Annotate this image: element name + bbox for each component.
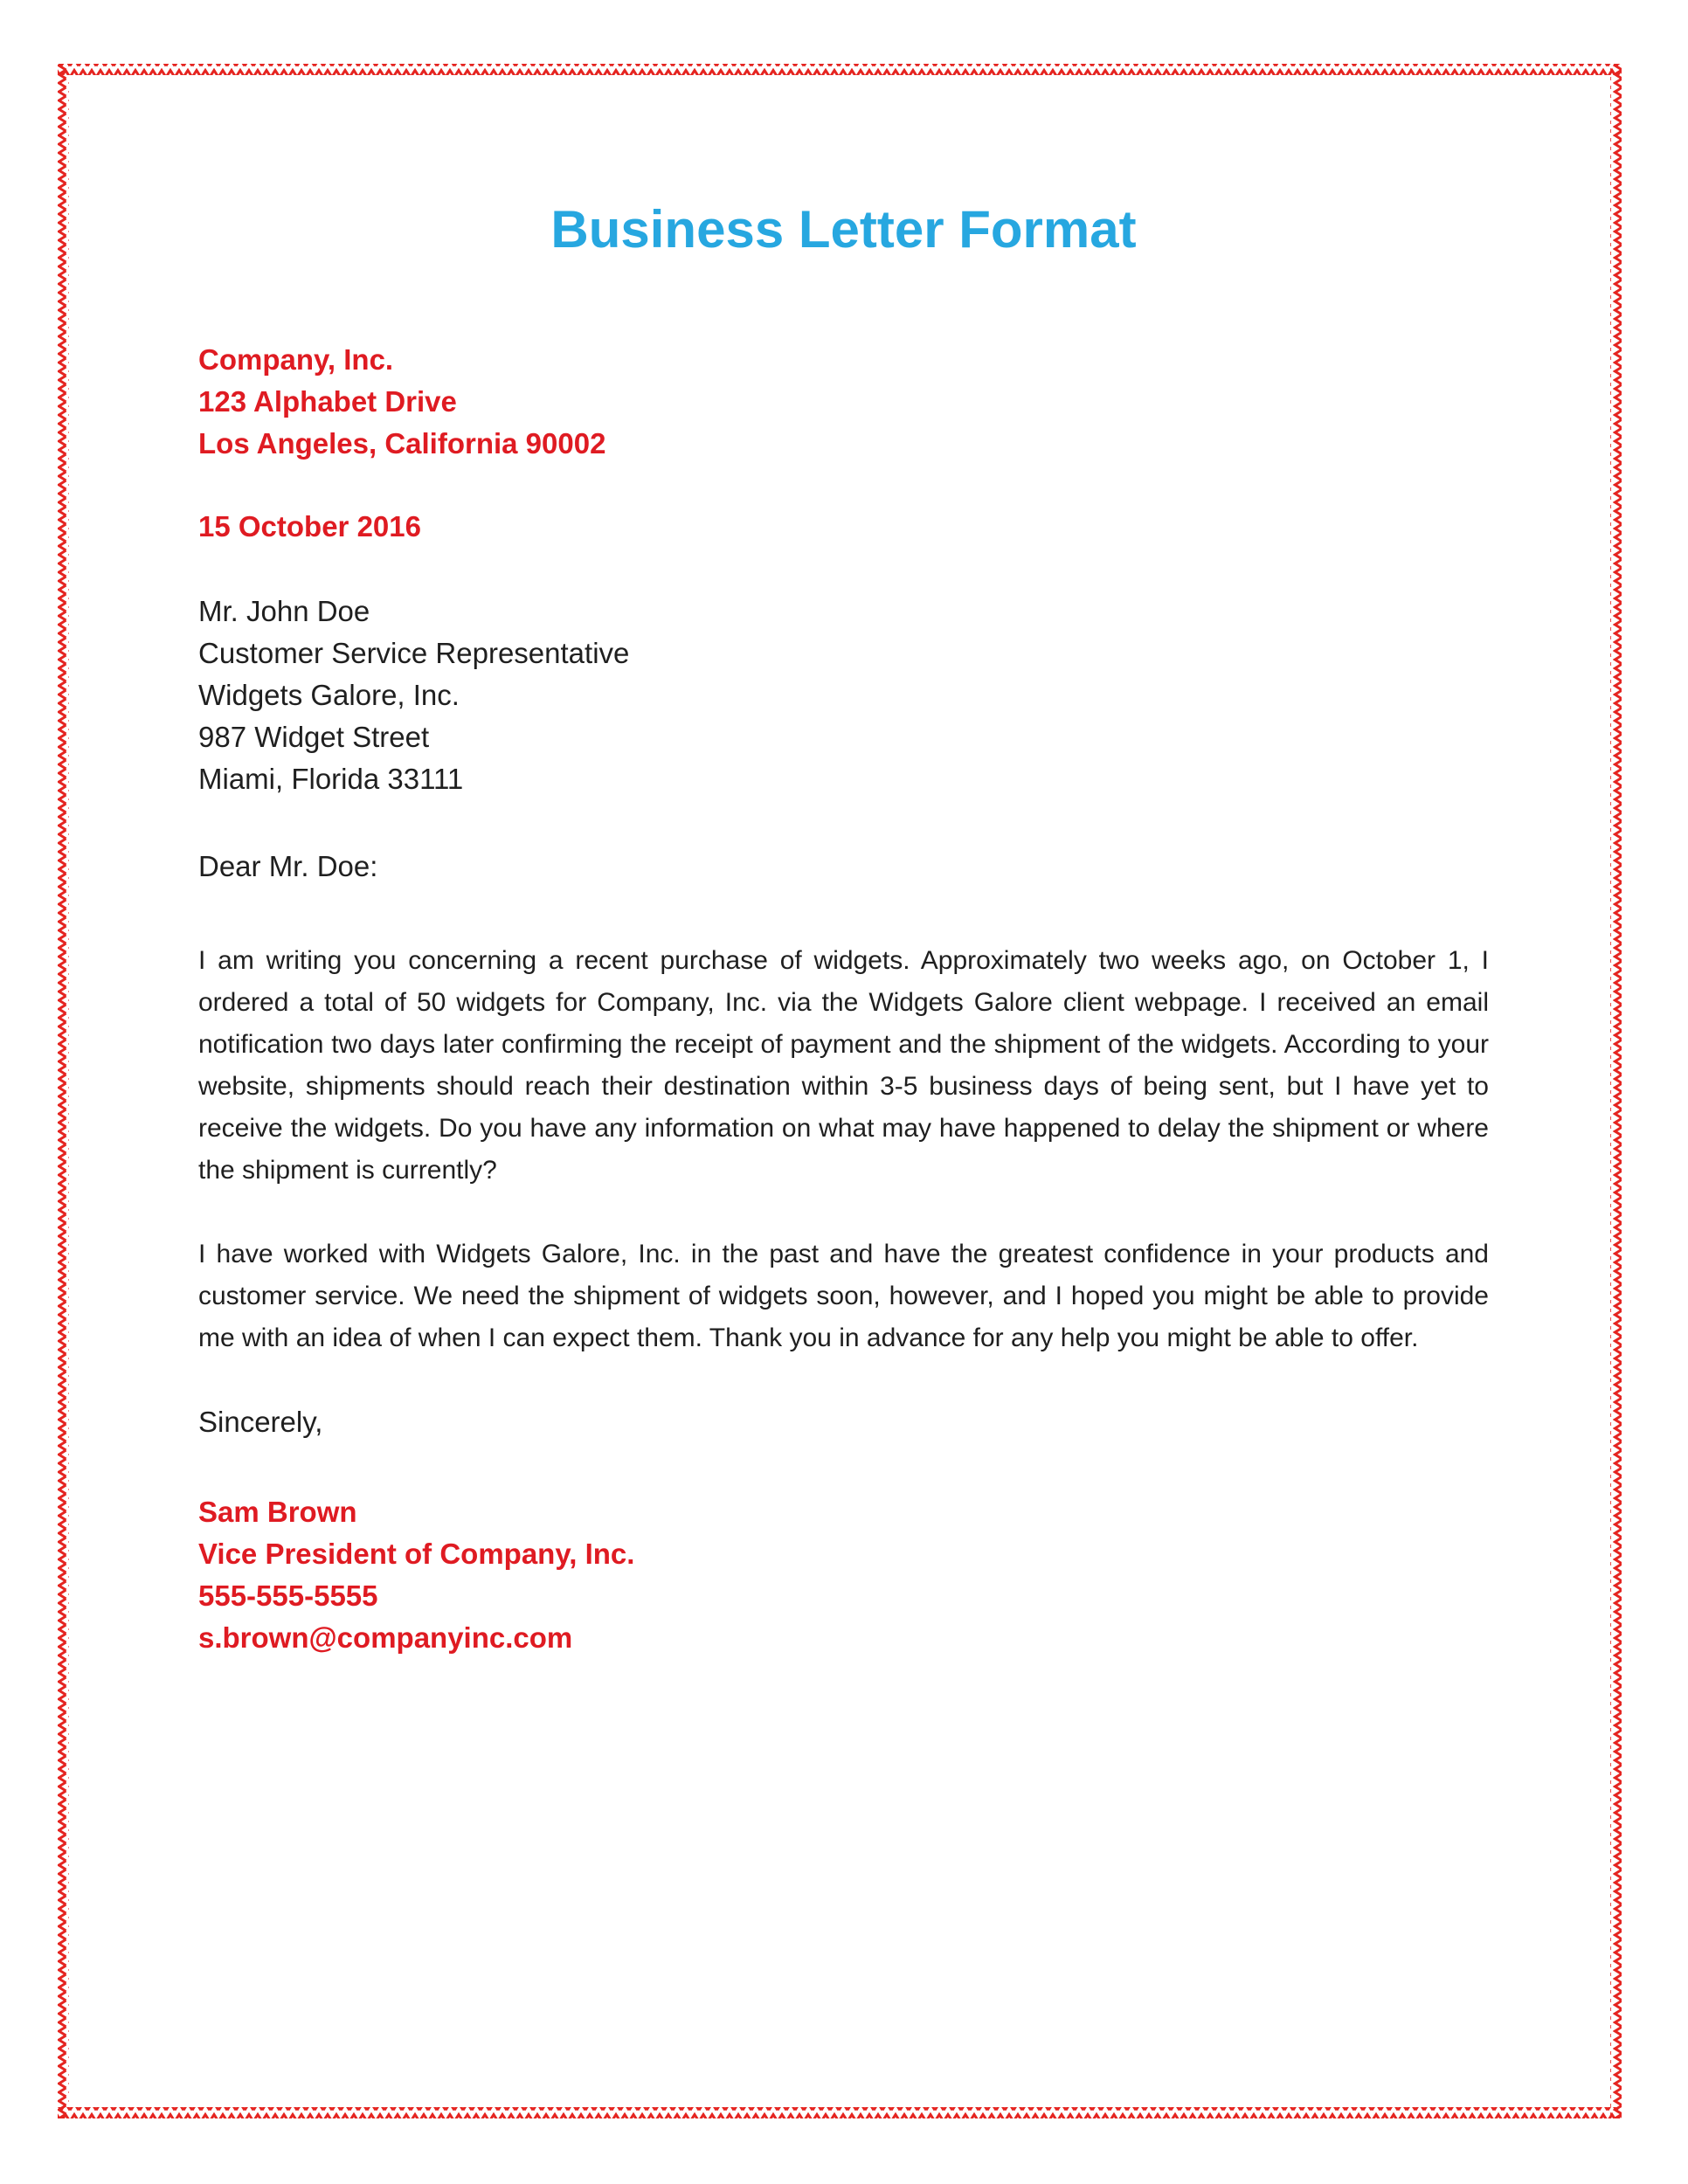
signature-block xyxy=(198,1491,1489,1659)
body-paragraph-2: I have worked with Widgets Galore, Inc. in the past and have the greatest confidence in your products and customer service. We need the shipment of widgets soon, however, and I hoped you might be able to provide me with an idea of when I can expect them. Thank you in advance for any help you might be able to offer. xyxy=(198,1240,1489,1352)
page-title: Business Letter Format xyxy=(550,200,1137,259)
date-line: 15 October 2016 xyxy=(198,510,421,543)
signature-line-phone: 555-555-5555 xyxy=(198,1579,378,1612)
recipient-line: Customer Service Representative xyxy=(198,637,630,669)
recipient-line: Mr. John Doe xyxy=(198,595,370,627)
signature-line-title: Vice President of Company, Inc. xyxy=(198,1538,635,1570)
salutation: Dear Mr. Doe: xyxy=(198,850,378,882)
sender-line: Company, Inc. xyxy=(198,343,394,376)
body-paragraph-1: I am writing you concerning a recent purchase of widgets. Approximately two weeks ago, on October 1, I ordered a total of 50 widgets for Company, Inc. via the Widgets Galore client webpage. I received an email notification two days later confirming the receipt of payment and the shipment of the widgets. According to your website, shipments should reach their destination within 3-5 business days of being sent, but I have yet to receive the widgets. Do you have any information on what may have happened to delay the shipment or where the shipment is currently? xyxy=(198,946,1489,1185)
closing: Sincerely, xyxy=(198,1406,323,1438)
border-right xyxy=(1610,64,1622,2118)
signature-line-email: s.brown@companyinc.com xyxy=(198,1621,573,1654)
sender-line: 123 Alphabet Drive xyxy=(198,385,457,418)
sender-address-block xyxy=(198,339,1489,465)
recipient-line: Widgets Galore, Inc. xyxy=(198,679,460,711)
recipient-address-block xyxy=(198,591,1489,800)
sender-line: Los Angeles, California 90002 xyxy=(198,427,606,460)
border-bottom xyxy=(58,2107,1622,2118)
signature-line-name: Sam Brown xyxy=(198,1496,357,1528)
border-left xyxy=(58,64,69,2118)
recipient-line: Miami, Florida 33111 xyxy=(198,763,464,795)
recipient-line: 987 Widget Street xyxy=(198,721,430,753)
letter-content xyxy=(198,0,1489,1659)
